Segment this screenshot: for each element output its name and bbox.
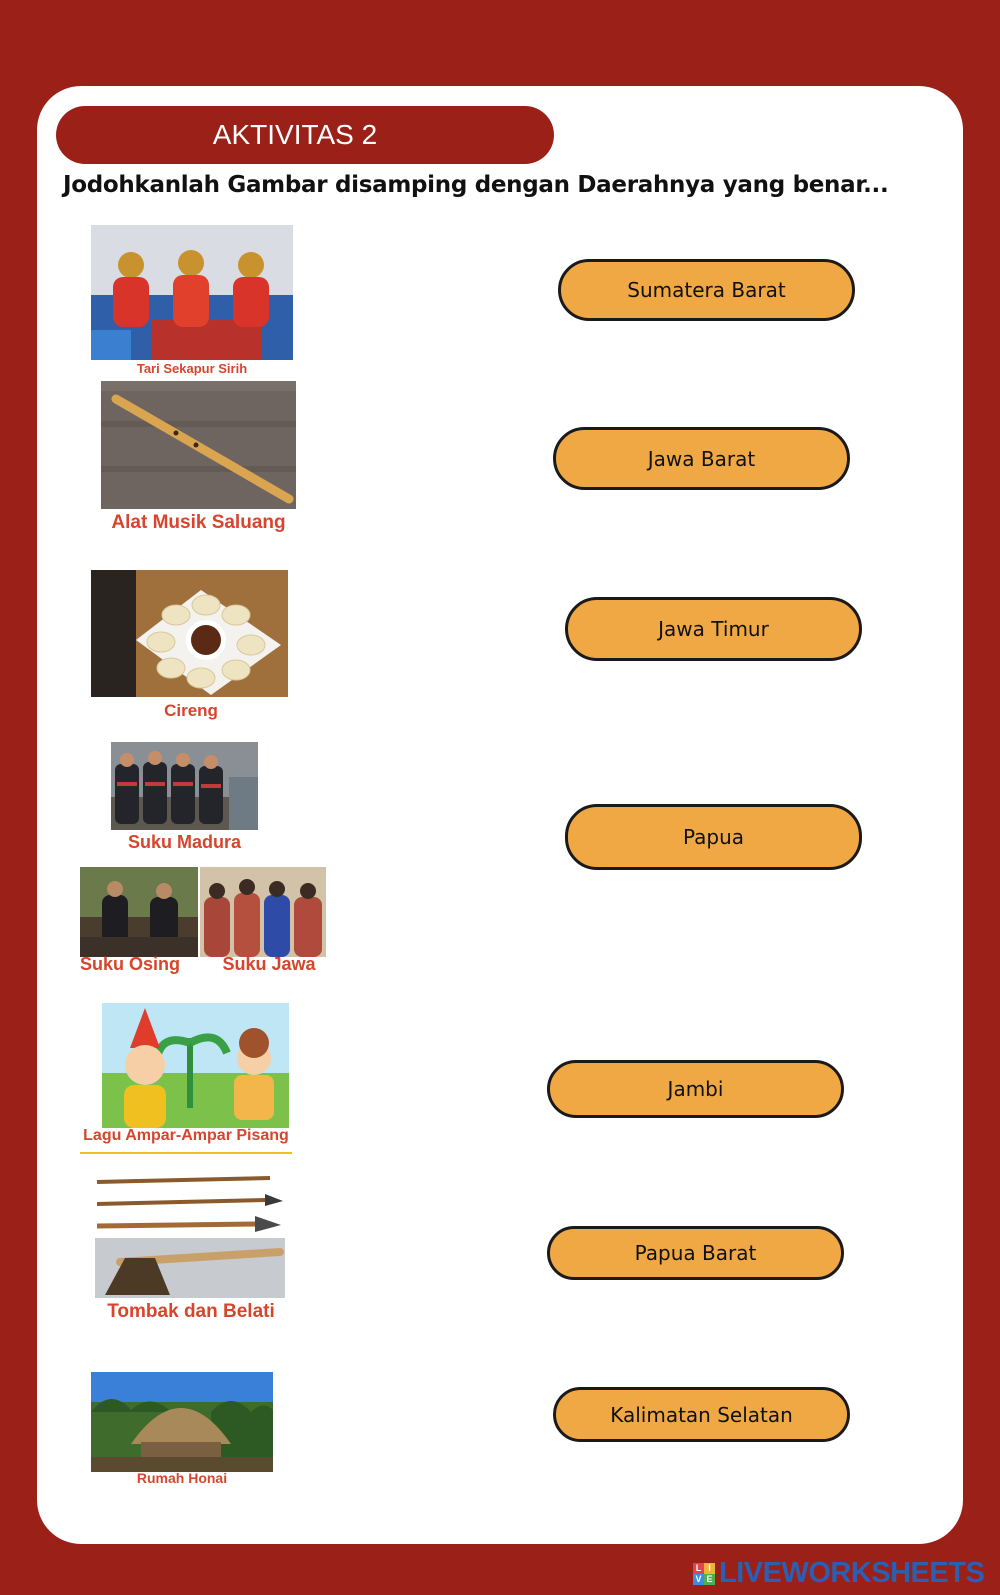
answer-label: Jambi [667, 1077, 724, 1101]
caption-tari-sekapur-sirih: Tari Sekapur Sirih [136, 361, 248, 376]
answer-kalimatan-selatan[interactable] [553, 1387, 850, 1442]
liveworksheets-logo[interactable] [693, 1557, 984, 1590]
answer-label: Jawa Timur [658, 617, 769, 641]
answer-label: Papua Barat [634, 1241, 757, 1265]
answer-papua[interactable] [565, 804, 862, 870]
logo-text: LIVEWORKSHEETS [719, 1557, 985, 1589]
caption-suku-madura: Suku Madura [127, 832, 242, 852]
logo-mark-icon: L I V E [693, 1563, 715, 1585]
caption-cireng: Cireng [164, 701, 218, 720]
caption-suku-jawa: Suku Jawa [222, 954, 316, 974]
caption-lagu-ampar-ampar-pisang: Lagu Ampar-Ampar Pisang [83, 1127, 289, 1144]
answer-label: Sumatera Barat [627, 278, 786, 302]
caption-alat-musik-saluang: Alat Musik Saluang [111, 512, 286, 533]
cartoon-image [102, 1003, 289, 1128]
answer-jawa-timur[interactable] [565, 597, 862, 661]
people-image [111, 742, 258, 830]
instruction-text: Jodohkanlah Gambar disamping dengan Daerahnya yang benar... [63, 172, 889, 198]
caption-tombak-dan-belati: Tombak dan Belati [107, 1301, 275, 1322]
answer-jambi[interactable] [547, 1060, 844, 1118]
caption-underline [80, 1152, 292, 1154]
activity-banner [56, 106, 554, 164]
answer-jawa-barat[interactable] [553, 427, 850, 490]
activity-title: AKTIVITAS 2 [212, 119, 378, 150]
flute-image [101, 381, 296, 509]
answer-sumatera-barat[interactable] [558, 259, 855, 321]
answer-label: Jawa Barat [647, 446, 756, 471]
people-image [200, 867, 326, 957]
caption-suku-osing: Suku Osing [80, 954, 181, 974]
answer-papua-barat[interactable] [547, 1226, 844, 1280]
dancers-image [91, 225, 293, 360]
food-image [91, 570, 288, 697]
answer-label: Kalimatan Selatan [610, 1402, 793, 1427]
answer-label: Papua [682, 825, 745, 849]
spears-image [95, 1170, 285, 1298]
people-image [80, 867, 198, 957]
caption-rumah-honai: Rumah Honai [136, 1470, 228, 1486]
hut-image [91, 1372, 273, 1472]
